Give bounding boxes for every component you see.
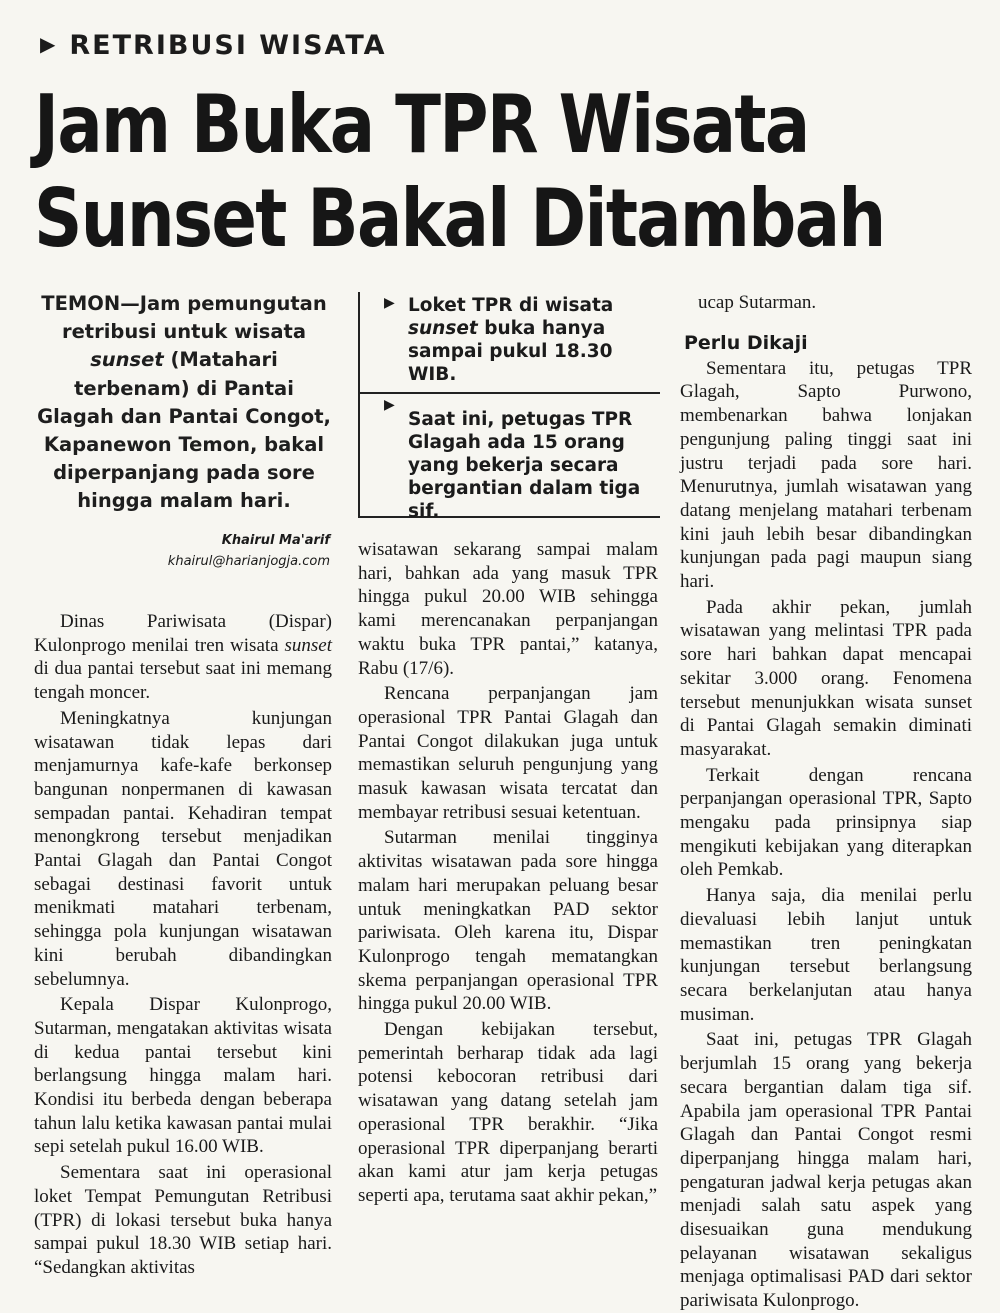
article-column-2 — [358, 538, 658, 1208]
lead-paragraph — [34, 290, 334, 516]
headline-line-1: Jam Buka TPR Wisata — [34, 78, 809, 171]
highlight-text: Saat ini, petugas TPR Glagah ada 15 orang yang bekerja secara bergantian dalam tiga sif. — [408, 409, 641, 522]
paragraph: ucap Sutarman. — [698, 292, 817, 313]
kicker-label: RETRIBUSI WISATA — [69, 30, 387, 61]
byline — [40, 530, 330, 572]
highlight-italic: sunset — [408, 318, 478, 339]
byline-email: khairul@harianjogja.com — [167, 554, 330, 569]
paragraph: Sutarman menilai tingginya aktivitas wisatawan pada sore hingga malam hari merupakan peluang besar untuk meningkatkan PAD sektor pariwisata. Oleh karena itu, Dispar Kulonprogo tengah mematangkan skema perpanjangan operasional TPR hingga pukul 20.00 WIB. — [358, 827, 658, 1015]
paragraph: Dengan kebijakan tersebut, pemerintah berharap tidak ada lagi potensi kebocoran retribusi dari wisatawan yang datang setelah jam operasional TPR berakhir. “Jika operasional TPR diperpanjang berarti akan kami atur jam kerja petugas seperti apa, terutama saat akhir pekan,” — [358, 1019, 658, 1206]
paragraph-italic: sunset — [284, 634, 332, 656]
paragraph — [34, 610, 332, 705]
triangle-bullet-icon: ▶ — [40, 32, 58, 56]
lead-text-1: —Jam pemungutan retribusi untuk wisata — [61, 292, 327, 344]
headline-line-2: Sunset Bakal Ditambah — [34, 172, 885, 265]
triangle-bullet-icon: ▶ — [384, 295, 395, 311]
triangle-bullet-icon: ▶ — [384, 397, 395, 413]
paragraph-text: Dinas Pariwisata (Dispar) Kulonprogo menilai tren wisata — [34, 611, 332, 656]
highlight-text: buka hanya sampai pukul 18.30 WIB. — [408, 318, 613, 385]
paragraph: Saat ini, petugas TPR Glagah berjumlah 15 orang yang bekerja secara bergantian dalam tiga sif. Apabila jam operasional TPR Pantai Glagah dan Pantai Congot resmi diperpanjang hingga malam hari, pengaturan jadwal kerja petugas akan menjadi salah satu aspek yang disesuaikan guna mendukung pelayanan wisatawan sekaligus menjaga optimalisasi PAD dari sektor pariwisata Kulonprogo. — [680, 1029, 972, 1312]
paragraph: Sementara saat ini operasional loket Tempat Pemungutan Retribusi (TPR) di lokasi tersebut buka hanya sampai pukul 18.30 WIB setiap hari. “Sedangkan aktivitas — [34, 1162, 332, 1278]
paragraph: Rencana perpanjangan jam operasional TPR Pantai Glagah dan Pantai Congot dilakukan juga untuk memastikan seluruh pengunjung yang masuk kawasan wisata tercatat dan membayar retribusi sesuai ketentuan. — [358, 683, 658, 823]
subheading: Perlu Dikaji — [684, 331, 808, 354]
highlights-box — [358, 292, 660, 522]
highlight-text: Loket TPR di wisata — [408, 295, 614, 316]
paragraph-text: di dua pantai tersebut saat ini memang tengah moncer. — [34, 658, 332, 704]
paragraph: wisatawan sekarang sampai malam hari, bahkan ada yang masuk TPR hingga pukul 20.00 WIB sehingga kami merencanakan perpanjangan waktu buka TPR pantai,” katanya, Rabu (17/6). — [358, 539, 658, 679]
paragraph: Terkait dengan rencana perpanjangan operasional TPR, Sapto mengaku pada prinsipnya siap mengikuti kebijakan yang diterapkan oleh Pemkab. — [680, 764, 972, 881]
headline — [34, 78, 885, 266]
paragraph: Hanya saja, dia menilai perlu dievaluasi lebih lanjut untuk memastikan tren peningkatan kunjungan tersebut berlangsung secara berkelanjutan atau hanya musiman. — [680, 885, 972, 1025]
highlight-item — [360, 292, 660, 394]
paragraph: Pada akhir pekan, jumlah wisatawan yang melintasi TPR pada sore hari bahkan dapat mencapai sekitar 3.000 orang. Fenomena tersebut menunjukkan wisata sunset di Pantai Glagah semakin diminati masyarakat. — [680, 596, 972, 760]
lead-dateline: TEMON — [41, 292, 121, 315]
byline-author: Khairul Ma'arif — [221, 533, 330, 548]
lead-italic: sunset — [90, 348, 164, 372]
lead-text-2: (Matahari terbenam) di Pantai Glagah dan Pantai Congot, Kapanewon Temon, bakal diperpanjang pada sore hingga malam hari. — [37, 348, 331, 513]
paragraph: Sementara itu, petugas TPR Glagah, Sapto Purwono, membenarkan bahwa lonjakan pengunjung paling tinggi saat ini justru terjadi pada sore hari. Menurutnya, jumlah wisatawan yang datang menjelang matahari terbenam kini jauh lebih besar dibandingkan kunjungan pada pagi maupun siang hari. — [680, 357, 972, 593]
section-kicker — [40, 30, 387, 61]
paragraph: Kepala Dispar Kulonprogo, Sutarman, mengatakan aktivitas wisata di kedua pantai tersebut kini berlangsung hingga malam hari. Kondisi itu berbeda dengan beberapa tahun lalu ketika kawasan pantai mulai sepi setelah pukul 16.00 WIB. — [34, 994, 332, 1158]
paragraph: Meningkatnya kunjungan wisatawan tidak lepas dari menjamurnya kafe-kafe berkonsep bangunan nonpermanen di kawasan sempadan pantai. Kehadiran tempat menongkrong tersebut menjadikan Pantai Glagah dan Pantai Congot sebagai destinasi favorit untuk menikmati matahari terbenam, sehingga pola kunjungan wisatawan kini berubah dibandingkan sebelumnya. — [34, 707, 332, 990]
article-column-3 — [680, 291, 972, 1313]
article-column-1 — [34, 610, 332, 1280]
highlight-item — [360, 394, 660, 523]
